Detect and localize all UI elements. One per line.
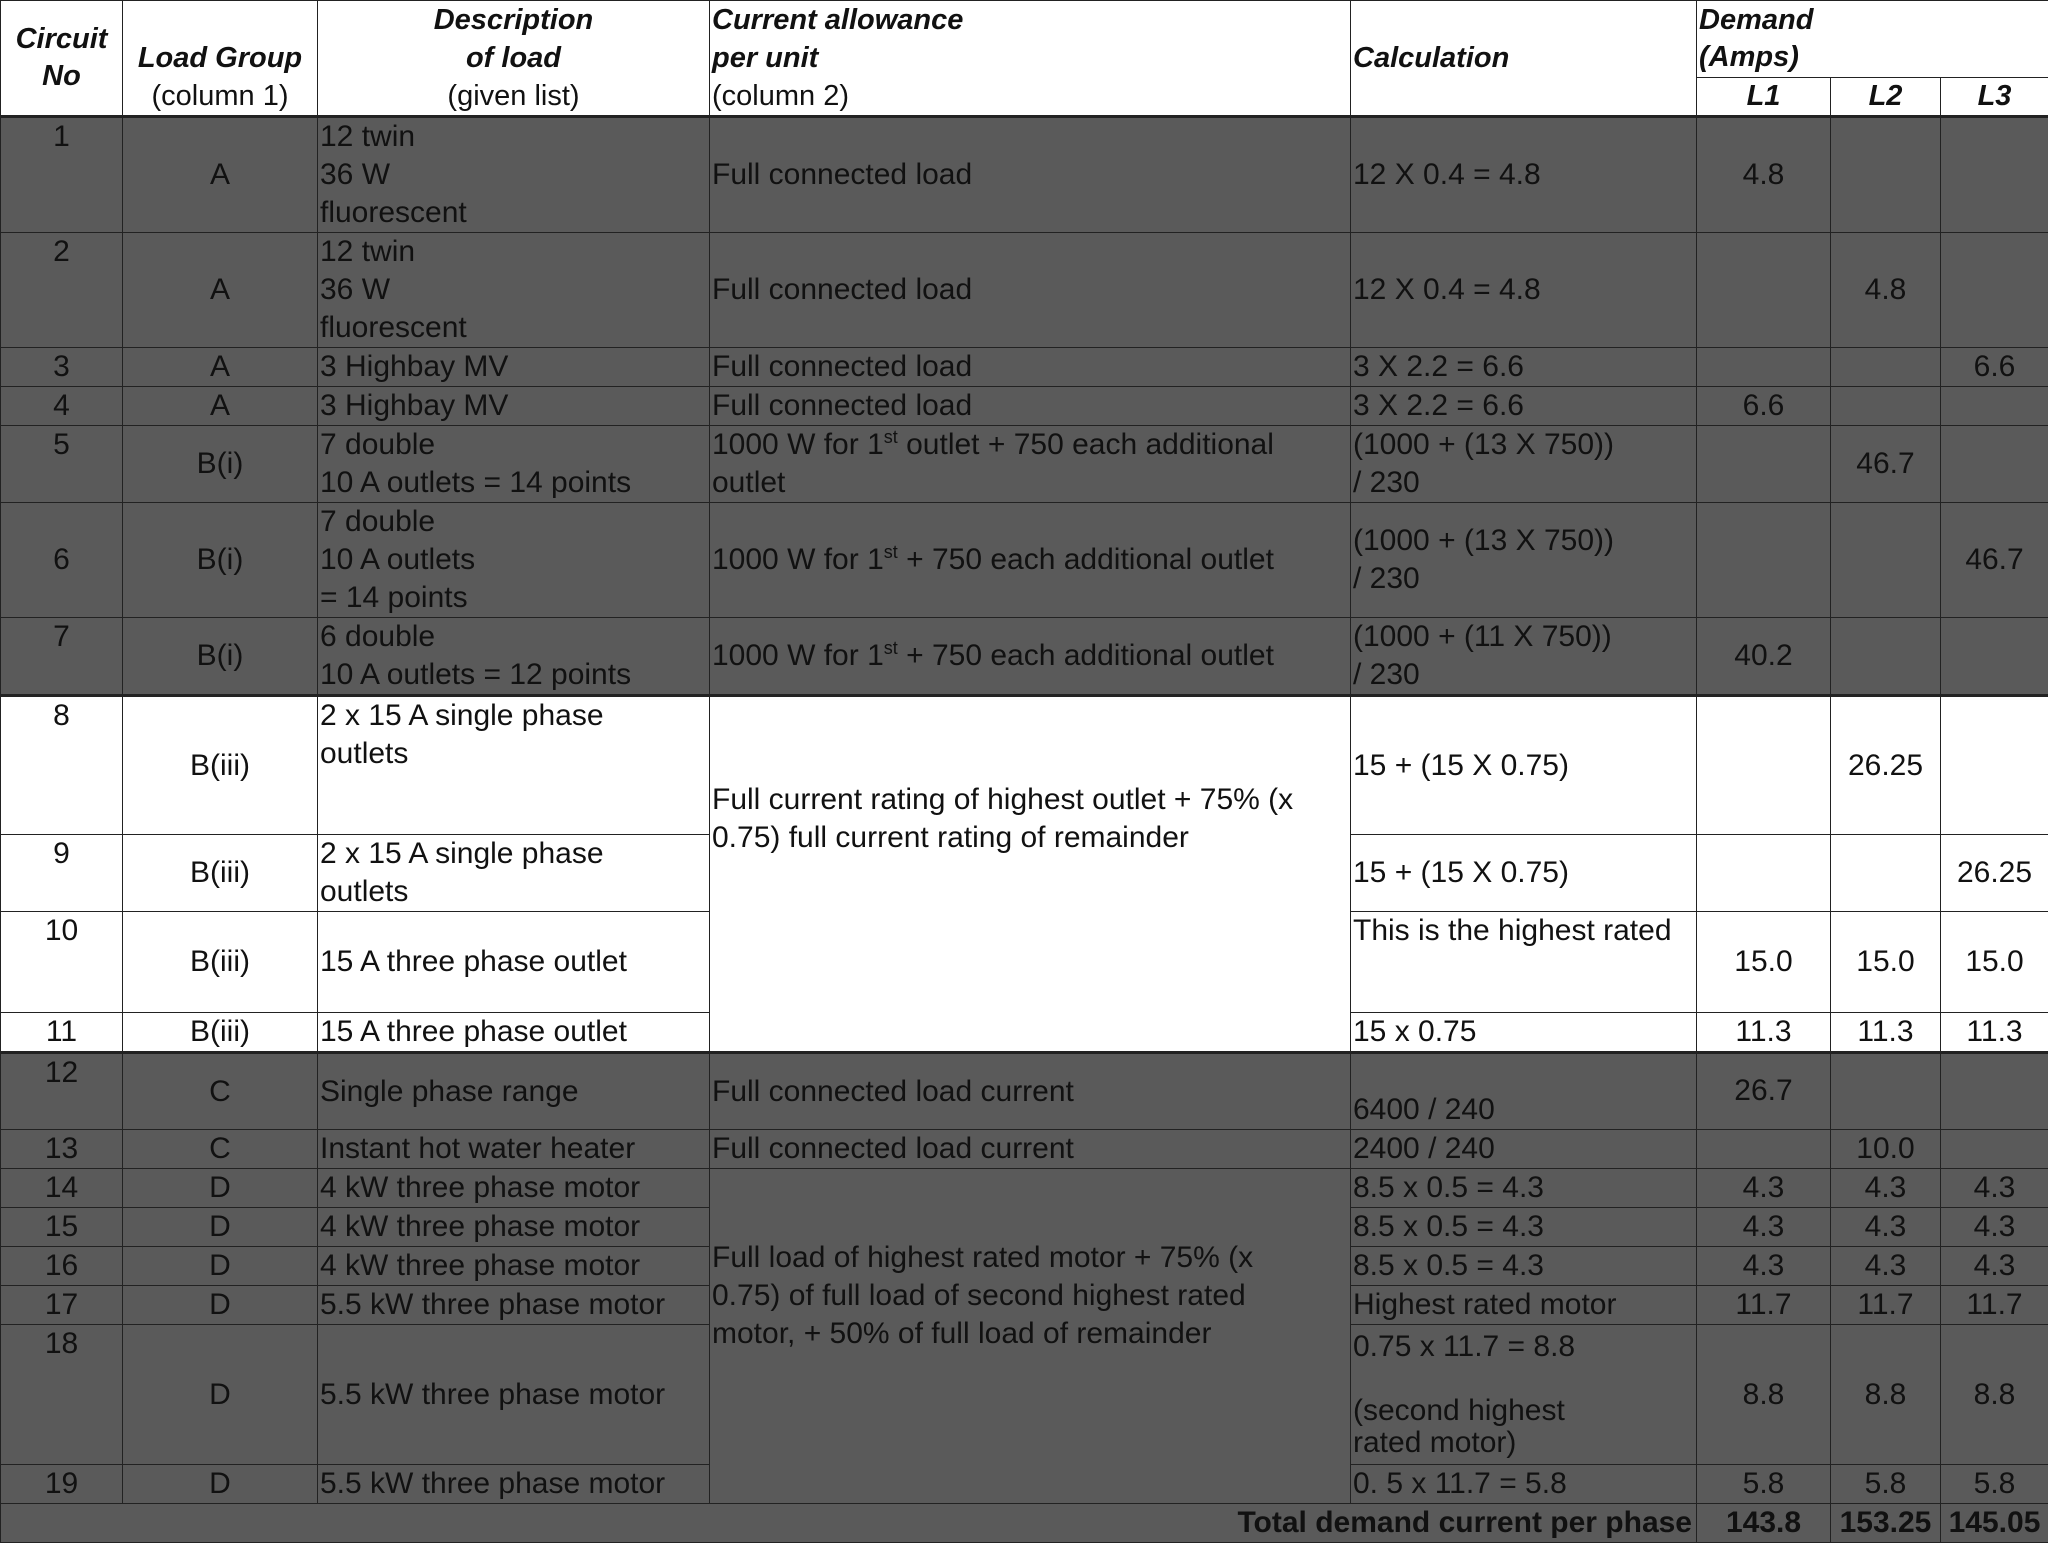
current-allowance: Full connected load: [710, 233, 1351, 348]
demand-l2: 15.0: [1831, 912, 1941, 1013]
load-description: 5.5 kW three phase motor: [318, 1325, 710, 1465]
load-group: D: [123, 1247, 318, 1286]
table-row: [1, 503, 2048, 618]
demand-l2: 4.8: [1831, 233, 1941, 348]
load-description: 3 Highbay MV: [318, 387, 710, 426]
circuit-no: 15: [1, 1208, 123, 1247]
load-group: B(iii): [123, 835, 318, 912]
table-row: [1, 1053, 2048, 1130]
header-description-title: Description of load: [434, 4, 594, 74]
circuit-no: 17: [1, 1286, 123, 1325]
calculation: Highest rated motor: [1351, 1286, 1697, 1325]
load-description: 5.5 kW three phase motor: [318, 1286, 710, 1325]
load-group: C: [123, 1130, 318, 1169]
header-l3: L3: [1941, 77, 2048, 116]
demand-l3: [1941, 117, 2048, 233]
demand-l2: 10.0: [1831, 1130, 1941, 1169]
calculation: This is the highest rated: [1351, 912, 1697, 1013]
outlets-current-allowance: Full current rating of highest outlet + 75% (x 0.75) full current rating of remainder: [710, 696, 1351, 1053]
load-group: A: [123, 117, 318, 233]
current-allowance: Full connected load current: [710, 1053, 1351, 1130]
current-allowance: [710, 618, 1351, 696]
load-description: 12 twin 36 W fluorescent: [318, 117, 710, 233]
load-group: D: [123, 1465, 318, 1504]
header-description-sub: (given list): [447, 80, 579, 112]
current-allowance: Full connected load: [710, 117, 1351, 233]
demand-l3: [1941, 233, 2048, 348]
header-load-group: [123, 1, 318, 117]
demand-l1: 6.6: [1697, 387, 1831, 426]
load-group: B(iii): [123, 696, 318, 835]
demand-l2: 26.25: [1831, 696, 1941, 835]
total-l3: 145.05: [1941, 1504, 2048, 1543]
allowance-sup: st: [884, 638, 898, 658]
header-circuit-no: Circuit No: [1, 1, 123, 117]
header-calculation: Calculation: [1351, 1, 1697, 117]
current-allowance: Full connected load current: [710, 1130, 1351, 1169]
load-group: B(i): [123, 618, 318, 696]
demand-l3: 4.3: [1941, 1169, 2048, 1208]
demand-l3: [1941, 696, 2048, 835]
allowance-text-a: 1000 W for 1: [712, 639, 884, 672]
load-description: 2 x 15 A single phase outlets: [318, 696, 710, 835]
calculation: 8.5 x 0.5 = 4.3: [1351, 1169, 1697, 1208]
load-description: 15 A three phase outlet: [318, 912, 710, 1013]
allowance-text-a: 1000 W for 1: [712, 428, 884, 461]
load-group: B(iii): [123, 912, 318, 1013]
demand-l1: [1697, 1130, 1831, 1169]
demand-l2: 4.3: [1831, 1208, 1941, 1247]
demand-l3: [1941, 1053, 2048, 1130]
demand-l1: 4.3: [1697, 1208, 1831, 1247]
load-group: D: [123, 1208, 318, 1247]
table-row: [1, 387, 2048, 426]
circuit-no: 19: [1, 1465, 123, 1504]
table-row: [1, 1169, 2048, 1208]
allowance-sup: st: [884, 427, 898, 447]
circuit-no: 4: [1, 387, 123, 426]
allowance-text-b: + 750 each additional outlet: [898, 639, 1274, 672]
circuit-no: 13: [1, 1130, 123, 1169]
circuit-no: 6: [1, 503, 123, 618]
demand-l2: 46.7: [1831, 426, 1941, 503]
header-demand: Demand (Amps): [1697, 1, 2048, 78]
header-l1: L1: [1697, 77, 1831, 116]
header-load-group-title: Load Group: [138, 42, 302, 74]
load-group: D: [123, 1325, 318, 1465]
calculation: 8.5 x 0.5 = 4.3: [1351, 1208, 1697, 1247]
total-row: [1, 1504, 2048, 1543]
calculation: 12 X 0.4 = 4.8: [1351, 233, 1697, 348]
load-group: D: [123, 1286, 318, 1325]
allowance-text-b: outlet + 750 each additional outlet: [712, 428, 1274, 499]
circuit-no: 10: [1, 912, 123, 1013]
demand-l2: 11.3: [1831, 1013, 1941, 1053]
circuit-no: 11: [1, 1013, 123, 1053]
demand-l3: [1941, 618, 2048, 696]
calculation: 8.5 x 0.5 = 4.3: [1351, 1247, 1697, 1286]
demand-l1: 11.3: [1697, 1013, 1831, 1053]
header-allowance-sub: (column 2): [712, 80, 849, 112]
demand-l2: [1831, 618, 1941, 696]
calculation: 6400 / 240: [1351, 1053, 1697, 1130]
demand-l2: [1831, 503, 1941, 618]
load-group: A: [123, 348, 318, 387]
load-group: B(iii): [123, 1013, 318, 1053]
circuit-no: 9: [1, 835, 123, 912]
demand-l1: [1697, 835, 1831, 912]
calculation: (1000 + (13 X 750)) / 230: [1351, 426, 1697, 503]
circuit-no: 18: [1, 1325, 123, 1465]
current-allowance: [710, 503, 1351, 618]
demand-l3: 11.7: [1941, 1286, 2048, 1325]
load-group: A: [123, 233, 318, 348]
calculation: 0.75 x 11.7 = 8.8 (second highest rated motor): [1351, 1325, 1697, 1465]
demand-l3: 15.0: [1941, 912, 2048, 1013]
calculation: 15 + (15 X 0.75): [1351, 696, 1697, 835]
allowance-text-b: + 750 each additional outlet: [898, 543, 1274, 576]
load-description: 12 twin 36 W fluorescent: [318, 233, 710, 348]
header-allowance-title: Current allowance per unit: [712, 4, 963, 74]
demand-l3: 5.8: [1941, 1465, 2048, 1504]
header-load-group-sub: (column 1): [152, 80, 289, 112]
demand-l1: 4.3: [1697, 1169, 1831, 1208]
motors-current-allowance: Full load of highest rated motor + 75% (x 0.75) of full load of second highest rated motor, + 50% of full load of remainder: [710, 1169, 1351, 1504]
total-l2: 153.25: [1831, 1504, 1941, 1543]
calculation: 3 X 2.2 = 6.6: [1351, 348, 1697, 387]
demand-l2: [1831, 117, 1941, 233]
demand-l3: [1941, 387, 2048, 426]
demand-l1: [1697, 426, 1831, 503]
load-description: 7 double 10 A outlets = 14 points: [318, 503, 710, 618]
load-description: 7 double 10 A outlets = 14 points: [318, 426, 710, 503]
demand-l1: [1697, 503, 1831, 618]
calculation: 15 x 0.75: [1351, 1013, 1697, 1053]
load-description: Single phase range: [318, 1053, 710, 1130]
demand-l1: 11.7: [1697, 1286, 1831, 1325]
demand-l2: [1831, 1053, 1941, 1130]
demand-l1: 4.3: [1697, 1247, 1831, 1286]
load-description: 15 A three phase outlet: [318, 1013, 710, 1053]
demand-l2: 4.3: [1831, 1247, 1941, 1286]
load-description: 3 Highbay MV: [318, 348, 710, 387]
demand-l1: 26.7: [1697, 1053, 1831, 1130]
table-row: [1, 117, 2048, 233]
total-label: Total demand current per phase: [1, 1504, 1697, 1543]
table-row: [1, 348, 2048, 387]
header-allowance: [710, 1, 1351, 117]
demand-l3: 6.6: [1941, 348, 2048, 387]
circuit-no: 5: [1, 426, 123, 503]
load-description: 2 x 15 A single phase outlets: [318, 835, 710, 912]
load-group: B(i): [123, 503, 318, 618]
demand-l2: 8.8: [1831, 1325, 1941, 1465]
demand-l1: 5.8: [1697, 1465, 1831, 1504]
circuit-no: 2: [1, 233, 123, 348]
demand-l3: 8.8: [1941, 1325, 2048, 1465]
demand-l3: 11.3: [1941, 1013, 2048, 1053]
circuit-no: 8: [1, 696, 123, 835]
circuit-no: 16: [1, 1247, 123, 1286]
calculation: 2400 / 240: [1351, 1130, 1697, 1169]
load-description: 4 kW three phase motor: [318, 1208, 710, 1247]
table-row: [1, 696, 2048, 835]
load-group: C: [123, 1053, 318, 1130]
demand-l3: 4.3: [1941, 1208, 2048, 1247]
demand-l2: 5.8: [1831, 1465, 1941, 1504]
demand-l2: 11.7: [1831, 1286, 1941, 1325]
header-l2: L2: [1831, 77, 1941, 116]
load-description: 5.5 kW three phase motor: [318, 1465, 710, 1504]
load-description: 4 kW three phase motor: [318, 1247, 710, 1286]
circuit-no: 3: [1, 348, 123, 387]
header-description: [318, 1, 710, 117]
allowance-sup: st: [884, 542, 898, 562]
demand-l3: [1941, 1130, 2048, 1169]
total-l1: 143.8: [1697, 1504, 1831, 1543]
calculation: 12 X 0.4 = 4.8: [1351, 117, 1697, 233]
demand-l3: 46.7: [1941, 503, 2048, 618]
table-row: [1, 1130, 2048, 1169]
load-group: A: [123, 387, 318, 426]
demand-l3: 26.25: [1941, 835, 2048, 912]
demand-l1: [1697, 696, 1831, 835]
load-description: Instant hot water heater: [318, 1130, 710, 1169]
circuit-no: 1: [1, 117, 123, 233]
demand-l2: [1831, 387, 1941, 426]
load-description: 6 double 10 A outlets = 12 points: [318, 618, 710, 696]
circuit-no: 14: [1, 1169, 123, 1208]
calculation: (1000 + (13 X 750)) / 230: [1351, 503, 1697, 618]
calculation: 15 + (15 X 0.75): [1351, 835, 1697, 912]
demand-l1: 40.2: [1697, 618, 1831, 696]
current-allowance: [710, 426, 1351, 503]
demand-l3: [1941, 426, 2048, 503]
load-group: B(i): [123, 426, 318, 503]
allowance-text-a: 1000 W for 1: [712, 543, 884, 576]
calculation: (1000 + (11 X 750)) / 230: [1351, 618, 1697, 696]
table-row: [1, 426, 2048, 503]
demand-l1: 15.0: [1697, 912, 1831, 1013]
current-allowance: Full connected load: [710, 387, 1351, 426]
demand-l2: [1831, 348, 1941, 387]
load-description: 4 kW three phase motor: [318, 1169, 710, 1208]
load-group: D: [123, 1169, 318, 1208]
calculation: 3 X 2.2 = 6.6: [1351, 387, 1697, 426]
table-row: [1, 618, 2048, 696]
calculation: 0. 5 x 11.7 = 5.8: [1351, 1465, 1697, 1504]
demand-l1: [1697, 233, 1831, 348]
demand-l1: 4.8: [1697, 117, 1831, 233]
demand-l2: 4.3: [1831, 1169, 1941, 1208]
current-allowance: Full connected load: [710, 348, 1351, 387]
circuit-no: 7: [1, 618, 123, 696]
demand-l1: 8.8: [1697, 1325, 1831, 1465]
demand-l1: [1697, 348, 1831, 387]
table-row: [1, 233, 2048, 348]
demand-l2: [1831, 835, 1941, 912]
demand-l3: 4.3: [1941, 1247, 2048, 1286]
circuit-no: 12: [1, 1053, 123, 1130]
